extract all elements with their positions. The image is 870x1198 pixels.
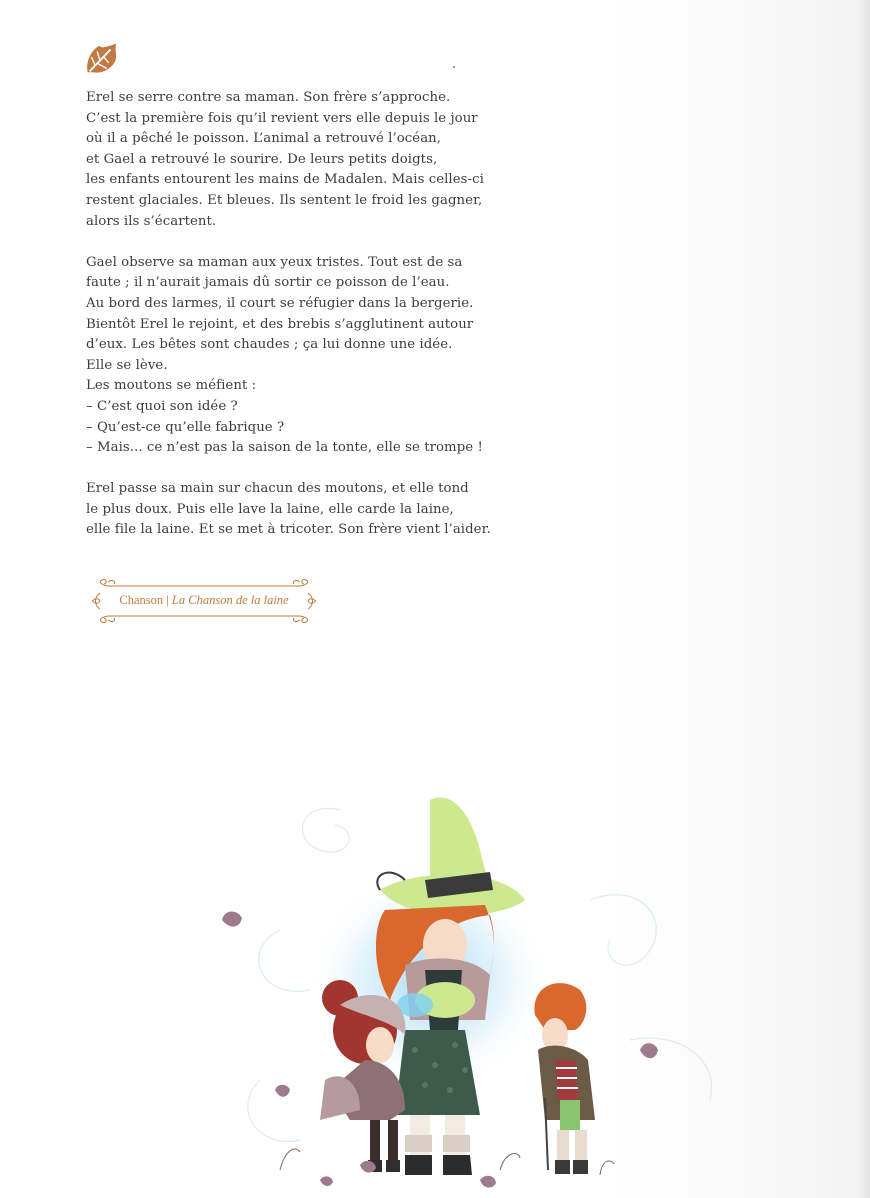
paragraph-3: [86, 479, 526, 541]
story-text: [86, 88, 526, 562]
song-reference: [88, 593, 320, 608]
text-line: – C’est quoi son idée ?: [86, 398, 238, 414]
speck: [453, 66, 455, 68]
girl-erel-figure: [320, 980, 405, 1172]
illustration-children-with-mother: [200, 780, 760, 1198]
text-line: – Qu’est-ce qu’elle fabrique ?: [86, 419, 285, 435]
text-line: d’eux. Les bêtes sont chaudes ; ça lui donne une idée.: [86, 337, 453, 353]
paragraph-1: [86, 88, 526, 232]
text-line: et Gael a retrouvé le sourire. De leurs petits doigts,: [86, 151, 438, 167]
text-line: faute ; il n’aurait jamais dû sortir ce poisson de l’eau.: [86, 275, 450, 291]
text-line: les enfants entourent les mains de Madalen. Mais celles-ci: [86, 172, 484, 188]
text-line: le plus doux. Puis elle lave la laine, elle carde la laine,: [86, 501, 454, 517]
boy-gael-figure: [534, 983, 595, 1174]
paragraph-2: [86, 253, 526, 459]
song-label: Chanson: [119, 593, 164, 607]
text-line: C’est la première fois qu’il revient vers elle depuis le jour: [86, 110, 478, 126]
text-line: restent glaciales. Et bleues. Ils sentent le froid les gagner,: [86, 192, 483, 208]
text-line: Bientôt Erel le rejoint, et des brebis s’agglutinent autour: [86, 316, 474, 332]
text-line: Gael observe sa maman aux yeux tristes. Tout est de sa: [86, 254, 463, 270]
text-line: alors ils s’écartent.: [86, 213, 217, 229]
text-line: Elle se lève.: [86, 357, 168, 373]
text-line: – Mais... ce n’est pas la saison de la tonte, elle se trompe !: [86, 440, 483, 456]
song-separator: |: [166, 593, 169, 607]
leaf-icon: [82, 40, 120, 78]
page-edge-shadow: [856, 0, 870, 1198]
text-line: où il a pêché le poisson. L’animal a retrouvé l’océan,: [86, 131, 442, 147]
song-title: La Chanson de la laine: [171, 593, 289, 607]
text-line: Erel passe sa main sur chacun des moutons, et elle tond: [86, 481, 469, 497]
text-line: Les moutons se méfient :: [86, 378, 257, 394]
song-cartouche: [88, 579, 320, 623]
text-line: elle file la laine. Et se met à tricoter. Son frère vient l’aider.: [86, 522, 491, 538]
text-line: Au bord des larmes, il court se réfugier dans la bergerie.: [86, 295, 474, 311]
text-line: Erel se serre contre sa maman. Son frère s’approche.: [86, 90, 451, 105]
